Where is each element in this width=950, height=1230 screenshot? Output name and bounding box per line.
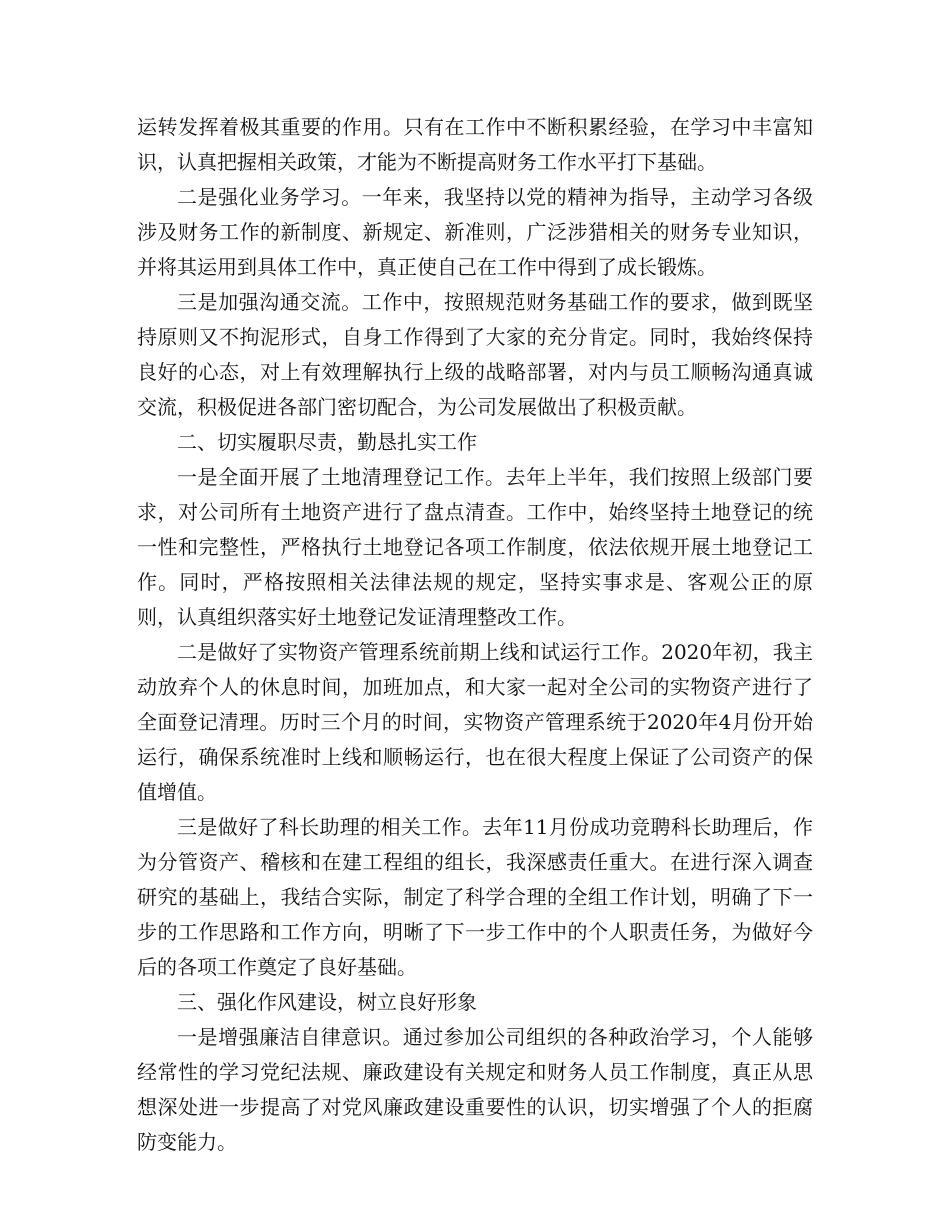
body-paragraph: 二是强化业务学习。一年来，我坚持以党的精神为指导，主动学习各级涉及财务工作的新制度、新规定、新准则，广泛涉猎相关的财务专业知识，并将其运用到具体工作中，真正使自己在工作中得到了成长锻炼。 (137, 185, 813, 279)
document-body (137, 110, 813, 1160)
body-paragraph: 一是增强廉洁自律意识。通过参加公司组织的各种政治学习，个人能够经常性的学习党纪法规、廉政建设有关规定和财务人员工作制度，真正从思想深处进一步提高了对党风廉政建设重要性的认识，切实增强了个人的拒腐防变能力。 (137, 1025, 813, 1154)
body-paragraph: 运转发挥着极其重要的作用。只有在工作中不断积累经验，在学习中丰富知识，认真把握相关政策，才能为不断提高财务工作水平打下基础。 (137, 115, 813, 174)
body-paragraph: 二是做好了实物资产管理系统前期上线和试运行工作。2020年初，我主动放弃个人的休息时间，加班加点，和大家一起对全公司的实物资产进行了全面登记清理。历时三个月的时间，实物资产管理系统于2020年4月份开始运行，确保系统准时上线和顺畅运行，也在很大程度上保证了公司资产的保值增值。 (137, 640, 813, 804)
body-paragraph: 三是做好了科长助理的相关工作。去年11月份成功竞聘科长助理后，作为分管资产、稽核和在建工程组的组长，我深感责任重大。在进行深入调查研究的基础上，我结合实际，制定了科学合理的全组工作计划，明确了下一步的工作思路和工作方向，明晰了下一步工作中的个人职责任务，为做好今后的各项工作奠定了良好基础。 (137, 815, 813, 979)
section-heading: 二、切实履职尽责，勤恳扎实工作 (177, 430, 477, 454)
section-heading: 三、强化作风建设，树立良好形象 (177, 990, 477, 1014)
body-paragraph: 一是全面开展了土地清理登记工作。去年上半年，我们按照上级部门要求，对公司所有土地资产进行了盘点清查。工作中，始终坚持土地登记的统一性和完整性，严格执行土地登记各项工作制度，依法依规开展土地登记工作。同时，严格按照相关法律法规的规定，坚持实事求是、客观公正的原则，认真组织落实好土地登记发证清理整改工作。 (137, 465, 813, 629)
body-paragraph: 三是加强沟通交流。工作中，按照规范财务基础工作的要求，做到既坚持原则又不拘泥形式，自身工作得到了大家的充分肯定。同时，我始终保持良好的心态，对上有效理解执行上级的战略部署，对内与员工顺畅沟通真诚交流，积极促进各部门密切配合，为公司发展做出了积极贡献。 (137, 290, 813, 419)
